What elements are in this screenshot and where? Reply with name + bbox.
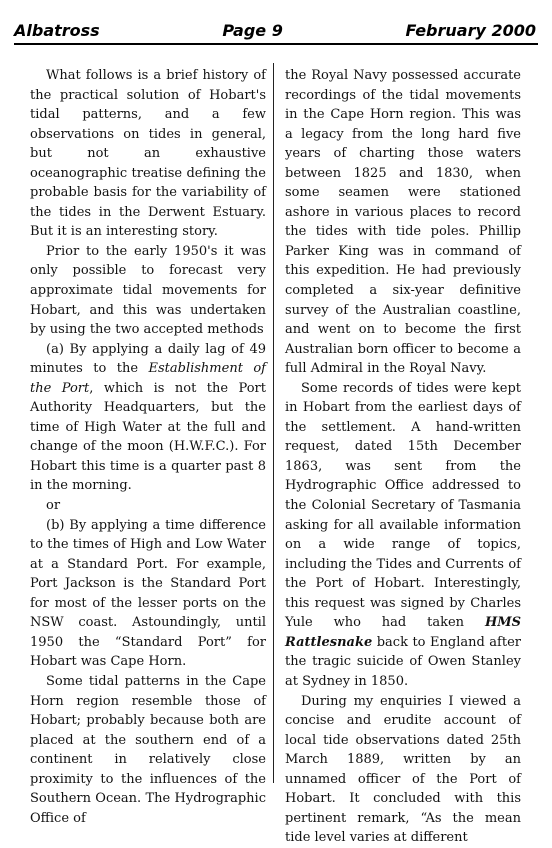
text-run: (a) By applying a daily lag of 49 minutes to the bbox=[30, 341, 266, 377]
paragraph: What follows is a brief history of the practical solution of Hobart's tidal patterns, and a few observations on tides in general, but not an exhaustive oceanographic treatise defining the probable basis for the variability of the tides in the Derwent Estuary. But it is an interesting story. bbox=[30, 68, 266, 240]
text-run: Some records of tides were kept in Hobart from the earliest days of the settlement. A hand-written request, dated 15th December 1863, was sent from the Hydrographic Office addressed to the Colonial Secretary of Tasmania asking for all available information on a wide range of topics, including the Tides and Currents of the Port of Hobart. Interestingly, this request was signed by Charles Yule who had taken bbox=[285, 380, 521, 631]
paragraph: During my enquiries I viewed a concise and erudite account of local tide observations dated 25th March 1889, written by an unnamed officer of the Port of Hobart. It concluded with this pertinent remark, “As the mean tide level varies at different bbox=[285, 693, 521, 846]
paragraph bbox=[285, 379, 521, 692]
publication-title: Albatross bbox=[14, 21, 100, 40]
right-column bbox=[285, 66, 521, 848]
paragraph bbox=[30, 340, 266, 496]
paragraph: Some tidal patterns in the Cape Horn region resemble those of Hobart; probably because both are placed at the southern end of a continent in relatively close proximity to the influences of the Southern Ocean. The Hydrographic Office of bbox=[30, 673, 266, 826]
column-divider bbox=[273, 63, 274, 783]
text-run: back to England after the tragic suicide of Owen Stanley at Sydney in 1850. bbox=[285, 634, 521, 689]
paragraph: (b) By applying a time difference to the times of High and Low Water at a Standard Port. For example, Port Jackson is the Standard Port for most of the lesser ports on the NSW coast. Astoundingly, until 1950 the “Standard Port” for Hobart was Cape Horn. bbox=[30, 517, 266, 670]
page-number: Page 9 bbox=[222, 21, 283, 40]
paragraph: Prior to the early 1950's it was only possible to forecast very approximate tidal movements for Hobart, and this was undertaken by using the two accepted methods bbox=[30, 243, 266, 338]
header-rule bbox=[14, 43, 538, 45]
page-header bbox=[14, 14, 536, 40]
italic-term: Establishment of the Port bbox=[30, 361, 266, 396]
paragraph: or bbox=[46, 498, 61, 514]
text-run: , which is not the Port Authority Headquarters, but the time of High Water at the full and change of the moon (H.W.F.C.). For Hobart this time is a quarter past 8 in the morning. bbox=[30, 380, 266, 494]
ship-name: HMS Rattlesnake bbox=[285, 615, 521, 650]
paragraph: the Royal Navy possessed accurate recordings of the tidal movements in the Cape Horn region. This was a legacy from the long hard five years of charting those waters between 1825 and 1830, when some seamen were stationed ashore in various places to record the tides with tide poles. Phillip Parker King was in command of this expedition. He had previously completed a six-year definitive survey of the Australian coastline, and went on to become the first Australian born officer to become a full Admiral in the Royal Navy. bbox=[285, 68, 521, 377]
issue-date: February 2000 bbox=[405, 21, 536, 40]
left-column bbox=[30, 66, 266, 828]
